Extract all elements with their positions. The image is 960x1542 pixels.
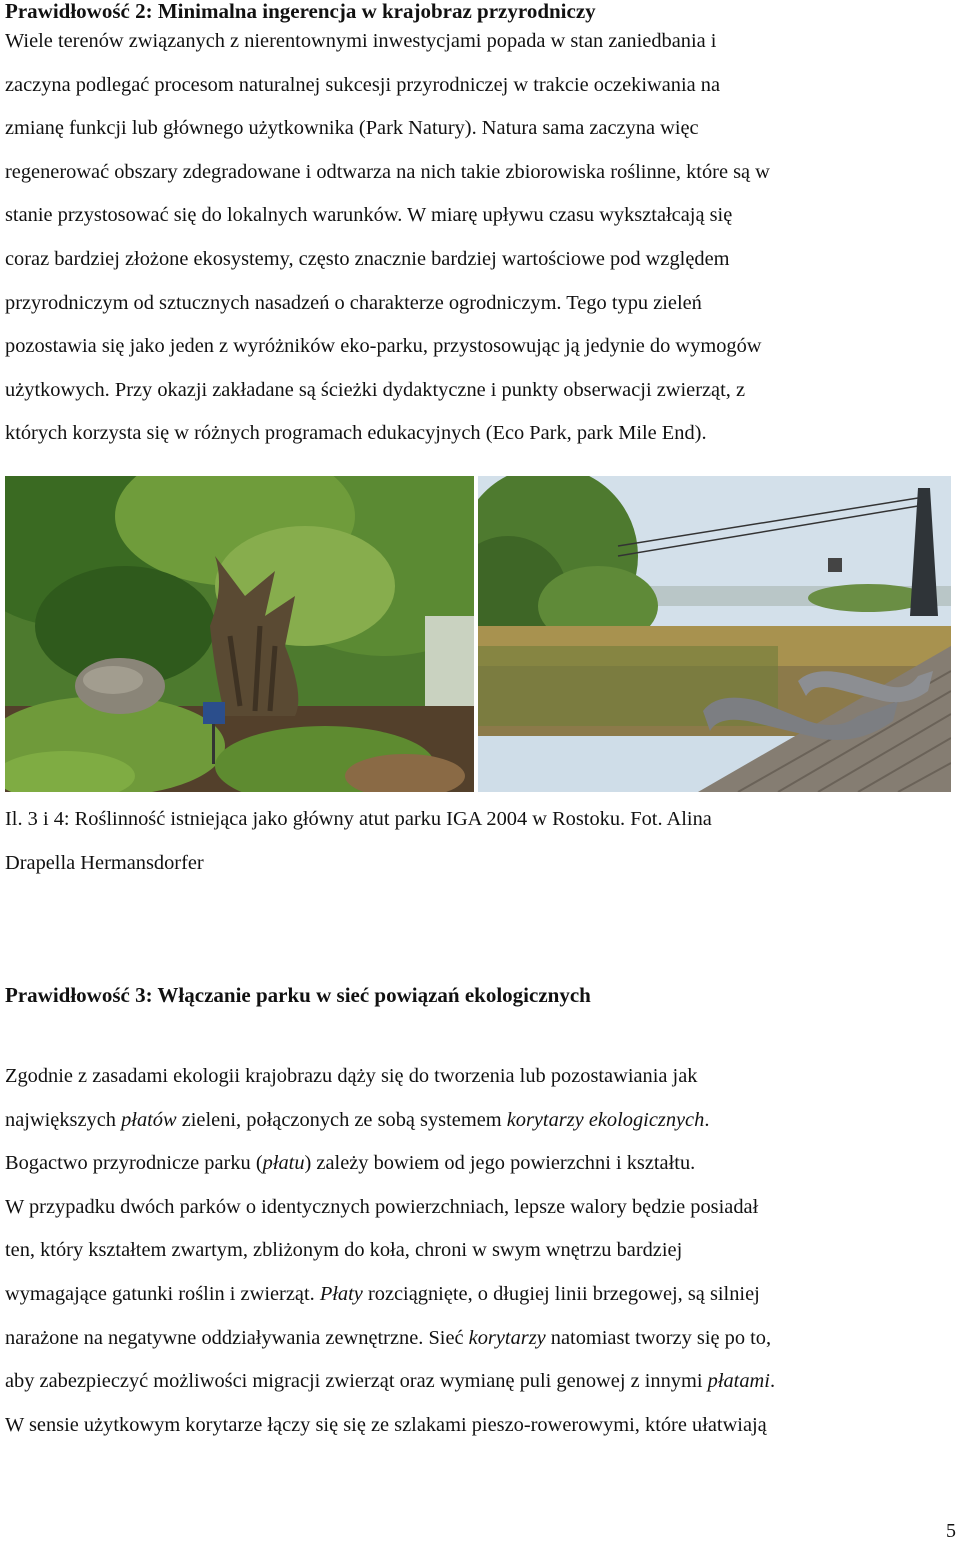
page-number: 5 <box>946 1520 956 1542</box>
text-line: ten, który kształtem zwartym, zbliżonym do koła, chroni w swym wnętrzu bardziej <box>5 1239 683 1262</box>
text-line: regenerować obszary zdegradowane i odtwarza na nich takie zbiorowiska roślinne, które są w <box>5 160 770 183</box>
text-line: przyrodniczym od sztucznych nasadzeń o charakterze ogrodniczym. Tego typu zieleń <box>5 291 702 314</box>
text-line: Wiele terenów związanych z nierentownymi inwestycjami popada w stan zaniedbania i <box>5 30 717 52</box>
text-line: Bogactwo przyrodnicze parku (płatu) zależy bowiem od jego powierzchni i kształtu. <box>5 1152 696 1175</box>
photo-willow-tree <box>5 476 474 792</box>
italic-term: Płaty <box>319 1282 363 1305</box>
caption-line-2: Drapella Hermansdorfer <box>5 851 204 874</box>
section-3-body <box>5 1055 957 1447</box>
text-line: największych płatów zieleni, połączonych ze sobą systemem korytarzy ekologicznych. <box>5 1108 710 1131</box>
text-line: wymagające gatunki roślin i zwierząt. Płaty rozciągnięte, o długiej linii brzegowej, są silniej <box>5 1282 760 1305</box>
text-line: pozostawia się jako jeden z wyróżników eko-parku, przystosowując ją jedynie do wymogów <box>5 335 762 358</box>
photo-boardwalk-loungers <box>478 476 951 792</box>
text-line: W sensie użytkowym korytarze łączy się się ze szlakami pieszo-rowerowymi, które ułatwiają <box>5 1413 767 1436</box>
text-line: stanie przystosować się do lokalnych warunków. W miarę upływu czasu wykształcają się <box>5 204 733 227</box>
text-line: aby zabezpieczyć możliwości migracji zwierząt oraz wymianę puli genowej z innymi płatami. <box>5 1370 776 1393</box>
text-line: coraz bardziej złożone ekosystemy, często znacznie bardziej wartościowe pod względem <box>5 247 730 270</box>
text-line: których korzysta się w różnych programach edukacyjnych (Eco Park, park Mile End). <box>5 422 707 445</box>
section-2-body <box>5 20 957 456</box>
text-line: narażone na negatywne oddziaływania zewnętrzne. Sieć korytarzy natomiast tworzy się po to, <box>5 1326 772 1349</box>
italic-term: płatami <box>707 1370 770 1393</box>
text-line: W przypadku dwóch parków o identycznych powierzchniach, lepsze walory będzie posiadał <box>5 1195 759 1218</box>
italic-term: płatu <box>262 1152 305 1175</box>
caption-line-1: Il. 3 i 4: Roślinność istniejąca jako główny atut parku IGA 2004 w Rostoku. Fot. Alina <box>5 808 712 830</box>
section-2-heading: Prawidłowość 2: Minimalna ingerencja w krajobraz przyrodniczy <box>5 0 596 23</box>
italic-term: korytarzy ekologicznych <box>506 1108 705 1131</box>
text-line: użytkowych. Przy okazji zakładane są ścieżki dydaktyczne i punkty obserwacji zwierząt, z <box>5 378 745 401</box>
text-line: zaczyna podlegać procesom naturalnej sukcesji przyrodniczej w trakcie oczekiwania na <box>5 73 721 96</box>
text-line: zmianę funkcji lub głównego użytkownika (Park Natury). Natura sama zaczyna więc <box>5 117 699 140</box>
figure-caption <box>5 798 712 885</box>
section-3-heading: Prawidłowość 3: Włączanie parku w sieć powiązań ekologicznych <box>5 983 591 1007</box>
text-line: Zgodnie z zasadami ekologii krajobrazu dąży się do tworzenia lub pozostawiania jak <box>5 1065 698 1087</box>
italic-term: płatów <box>121 1108 177 1131</box>
italic-term: korytarzy <box>468 1326 546 1349</box>
